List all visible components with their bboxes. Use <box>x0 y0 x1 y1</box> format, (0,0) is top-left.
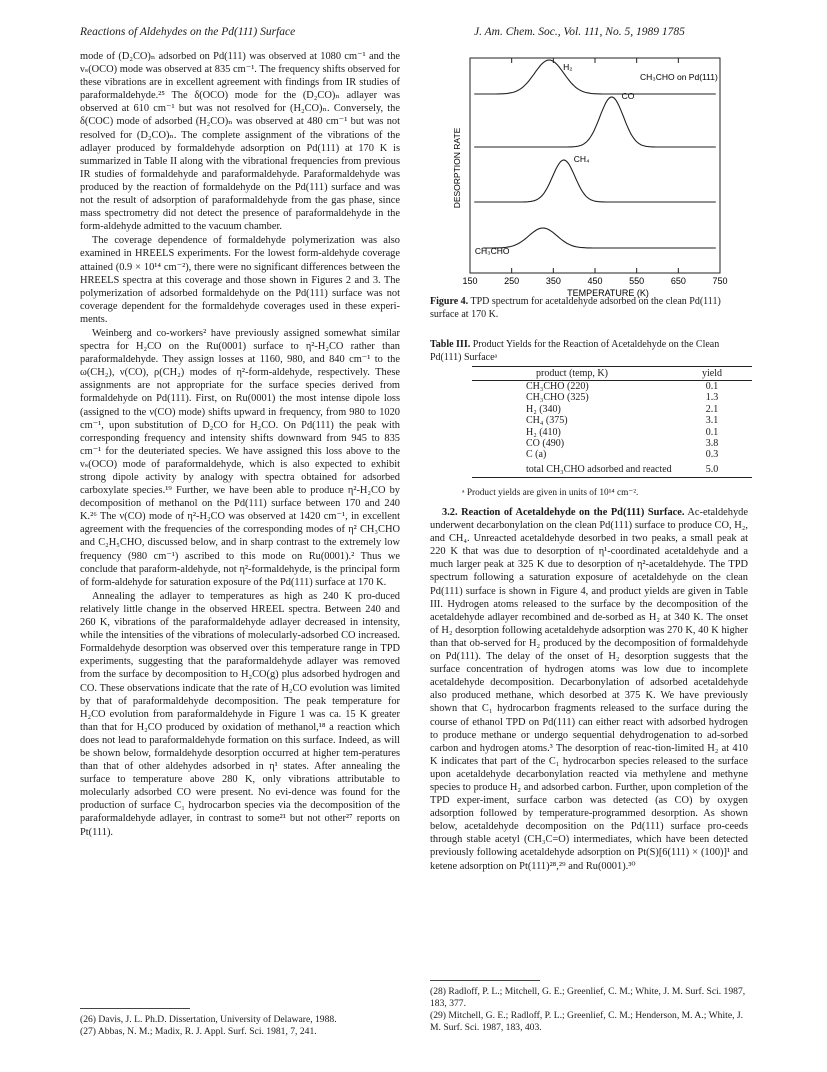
table-footnote: ᵃ Product yields are given in units of 10¹⁴ cm⁻². <box>462 488 639 498</box>
table-row <box>472 438 752 449</box>
x-tick-label: 250 <box>504 276 520 286</box>
running-head-right: J. Am. Chem. Soc., Vol. 111, No. 5, 1989 1785 <box>474 26 685 38</box>
series-line <box>474 160 716 202</box>
x-tick-label: 750 <box>712 276 728 286</box>
table-cell: H₂ (340) <box>526 403 561 415</box>
y-axis-label: DESORPTION RATE <box>452 127 462 209</box>
table-cell: CH₄ (375) <box>526 415 568 427</box>
series-label: CH₄ <box>573 154 590 164</box>
chart-annotation: CH₃CHO on Pd(111) <box>640 72 718 82</box>
table-cell: 0.3 <box>705 449 719 461</box>
footnotes-left <box>80 1014 400 1038</box>
table-cell: 5.0 <box>672 461 752 478</box>
paragraph: Annealing the adlayer to temperatures as high as 240 K pro-duced relatively little change in the observed HREEL spectra. Between 240 and 260 K, vibrations of the paraformaldehyde adlayer decreased in intensity, while the intensities of the vibrations of molecularly-adsorbed CO increased. Formaldehyde desorption was observed over this temperature range in TPD experiments, suggesting that the paraformaldehyde adlayer was removed from the surface by decomposition to H₂CO(g) plus adsorbed hydrogen and CO. These observations indicate that the rate of H₂CO evolution was limited by that of paraformaldehyde decomposition. The peak temperature for H₂CO evolution from paraformaldehyde in Figure 1 was ca. 15 K greater than that for H₂CO produced by oxidation of methanol,¹⁸ a reaction which does not lead to paraformaldehyde formation on this surface. Indeed, as will be shown below, formaldehyde desorption occurred at higher tem-peratures than that of other aldehydes adsorbed in η¹ states. After annealing the surface to temperature above 280 K, only vibrations attributable to molecularly adsorbed CO were present. No evi-dence was found for the production of surface C₁ hydrocarbon species via the decomposition of the paraformaldehyde adlayer, in contrast to some²¹ but not other²⁷ reports on Pt(111). <box>80 590 400 838</box>
table-cell: 3.8 <box>705 438 719 450</box>
x-tick-label: 350 <box>545 276 561 286</box>
table-row <box>472 449 752 460</box>
x-axis-label: TEMPERATURE (K) <box>567 288 649 298</box>
table-row <box>472 427 752 438</box>
series-label: CO <box>621 91 635 101</box>
table-cell: H₂ (410) <box>526 426 561 438</box>
series-line <box>474 97 716 147</box>
table-header: yield <box>672 367 752 381</box>
footnote-rule <box>80 1008 190 1009</box>
table-row <box>472 415 752 426</box>
paragraph: The coverage dependence of formaldehyde polymerization was also examined in HREELS experiments. For the lowest form-aldehyde coverage attained (0.9 × 10¹⁴ cm⁻²), there were no significant differences between the HREELS spectra at this coverage and those shown in Figures 2 and 3. The polymerization of adsorbed formaldehyde on the Pd(111) surface was not coverage dependent for the formaldehyde coverages used in these experi-ments. <box>80 235 400 325</box>
table-header: product (temp, K) <box>472 367 672 381</box>
footnote: (28) Radloff, P. L.; Mitchell, G. E.; Greenlief, C. M.; White, J. M. Surf. Sci. 1987, 183, 377. <box>430 986 746 1009</box>
tpd-chart <box>430 50 750 305</box>
footnote: (26) Davis, J. L. Ph.D. Dissertation, University of Delaware, 1988. <box>80 1014 337 1025</box>
running-head-left: Reactions of Aldehydes on the Pd(111) Surface <box>80 26 296 38</box>
right-column <box>430 506 748 874</box>
figure-caption <box>430 296 748 321</box>
figure-4 <box>430 50 750 305</box>
table-row <box>472 404 752 415</box>
caption-label: Figure 4. <box>430 296 469 307</box>
table-row <box>472 392 752 403</box>
table-cell: CH₃CHO (325) <box>526 392 589 404</box>
series-label: CH₃CHO <box>474 246 510 256</box>
table-cell: 0.1 <box>705 381 719 392</box>
table-row-total <box>472 461 752 478</box>
table-cell: CO (490) <box>526 438 565 450</box>
table-cell: 0.1 <box>705 426 719 438</box>
table-cell: CH₃CHO (220) <box>526 381 589 392</box>
series-line <box>483 228 716 248</box>
series-label: H₂ <box>563 62 573 72</box>
table-cell: 3.1 <box>705 415 719 427</box>
footnote: (29) Mitchell, G. E.; Radloff, P. L.; Greenlief, C. M.; Henderson, M. A.; White, J. M. Surf. Sci. 1987, 183, 403. <box>430 1010 743 1033</box>
table-cell: 1.3 <box>705 392 719 404</box>
table-cell: 2.1 <box>705 403 719 415</box>
left-column <box>80 50 400 840</box>
table-row <box>472 381 752 393</box>
table-title-text: Product Yields for the Reaction of Acetaldehyde on the Clean Pd(111) Surfaceᵃ <box>430 339 720 363</box>
plot-frame <box>470 58 720 273</box>
table-label: Table III. <box>430 339 471 350</box>
x-tick-label: 650 <box>670 276 686 286</box>
yields-table <box>472 366 752 478</box>
caption-text: TPD spectrum for acetaldehyde adsorbed on the clean Pd(111) surface at 170 K. <box>430 296 721 320</box>
table-cell: C (a) <box>526 449 547 461</box>
footnote: (27) Abbas, N. M.; Madix, R. J. Appl. Surf. Sci. 1981, 7, 241. <box>80 1026 317 1037</box>
paragraph-text: Ac-etaldehyde underwent decarbonylation on the clean Pd(111) surface to produce CO, H₂, and CH₄. Unreacted acetaldehyde desorbed in two peaks, a small peak at 220 K that was due to desorption of η¹-coordinated acetaldehyde and a much larger peak at 325 K due to desorption of η²-acetaldehyde. The TPD spectrum following a saturation exposure of acetaldehyde on the clean Pd(111) surface is shown in Figure 4, and product yields are given in Table III. Hydrogen atoms released to the surface by the decomposition of the acetaldehyde adlayer recombined and de-sorbed as H₂ at 340 K. The onset of H₂ desorption following acetaldehyde adsorption was 270 K, 40 K higher than that ob-served for H₂ produced by the decomposition of formaldehyde on Pd(111). The delay of the onset of H₂ desorption suggests that the surface concentration of hydrogen atoms was low due to incomplete acetaldehyde decomposition. Decarbonylation of adsorbed acetaldehyde also produced methane, which desorbed at 375 K. We have previously shown that C₁ hydrocarbon fragments released to the surface during the course of ethanol TPD on Pd(111) can either react with adsorbed hydrogen to produce methane or undergo sequential dehydrogenation to ad-sorbed carbon and hydrogen atoms.³ The desorption of reac-tion-limited H₂ at 410 K indicates that part of the C₁ hydrocarbon species released to the surface upon acetaldehyde decarbonylation reacted via methylene and methyne species to produce H₂ and adsorbed carbon. Further, upon completion of the TPD exper-iment, surface carbon was detected (as CO) by oxygen adsorption followed by temperature-programmed desorption. As shown below, acetaldehyde decomposition on the Pd(111) surface pro-ceeds through stable acetyl (CH₃C=O) intermediates, which have been detected previously following acetaldehyde adsorption on Pt(S)[6(111) × (100)]¹ and ketene adsorption on Pt(111)²⁸,²⁹ and Ru(0001).³⁰ <box>430 507 748 872</box>
paragraph: mode of (D₂CO)ₙ adsorbed on Pd(111) was observed at 1080 cm⁻¹ and the νₛ(OCO) mode was observed at 835 cm⁻¹. The frequency shifts observed for these vibrations are in excellent agreement with findings from IR studies of paraformaldehyde.²⁵ The δ(OCO) mode for the (D₂CO)ₙ adlayer was observed at 610 cm⁻¹ but was not resolved for (H₂CO)ₙ. Conversely, the δ(COC) mode of adsorbed (H₂CO)ₙ was observed at 480 cm⁻¹ but was not resolved for (D₂CO)ₙ. The complete assignment of the vibrations of the adlayer produced by formaldehyde adsorption on Pd(111) at 170 K is summarized in Table II along with the vibrational frequencies from previous IR studies of formaldehyde and paraformaldehyde. Paraformaldehyde was produced by the reaction of formaldehyde on the Pd(111) surface and was not the result of adsorption of paraformaldehyde from the gas phase, since mass spectrometry did not detect the presence of paraformaldehyde in the form-aldehyde admitted to the vacuum chamber. <box>80 51 400 233</box>
x-tick-label: 450 <box>587 276 603 286</box>
table-title <box>430 339 748 364</box>
paragraph <box>430 506 748 873</box>
paragraph: Weinberg and co-workers² have previously assigned somewhat similar spectra for H₂CO on the Ru(0001) surface to η²-H₂CO rather than paraformaldehyde. They assign losses at 1160, 980, and 840 cm⁻¹ to the ω(CH₂), ν(CO), ρ(CH₂) modes of η²-form-aldehyde, respectively. These assignments are not appropriate for the surface species derived from formaldehyde on Pd(111). First, on Ru(0001) the most intense dipole loss (assigned to the ν(CO) mode) shifts upward in frequency, from 980 to 1020 cm⁻¹, upon substitution of D₂CO for H₂CO. On Pd(111) the peak with corresponding frequency and intensity shifts downward from 945 to 835 cm⁻¹ for the deuteriated species. We have assigned this loss above to the νₛ(OCO) mode of paraformaldehyde, which is also expected to exhibit strong dipole activity by analogy with spectra obtained for adsorbed carboxylate species.¹⁹ Further, we have been able to produce η²-H₂CO by decomposition of methanol on the Pd(111) surface between 170 and 240 K.²⁶ The ν(CO) mode of η²-H₂CO was observed at 1420 cm⁻¹, in excellent agreement with the frequencies of the corresponding modes of η² CH₃CHO and C₂H₅CHO, discussed below, and in sharp contrast to the extremely low frequency (980 cm⁻¹) ascribed to this mode on Ru(0001).² Thus we conclude that paraform-aldehyde, not η²-formaldehyde, is the principal form of form-aldehyde for saturation exposure of the Pd(111) surface at 170 K. <box>80 327 400 588</box>
section-heading: 3.2. Reaction of Acetaldehyde on the Pd(111) Surface. <box>442 507 685 518</box>
x-tick-label: 150 <box>462 276 478 286</box>
footnote-rule <box>430 980 540 981</box>
footnotes-right <box>430 986 748 1034</box>
x-tick-label: 550 <box>629 276 645 286</box>
table-cell: total CH₃CHO adsorbed and reacted <box>472 461 672 478</box>
